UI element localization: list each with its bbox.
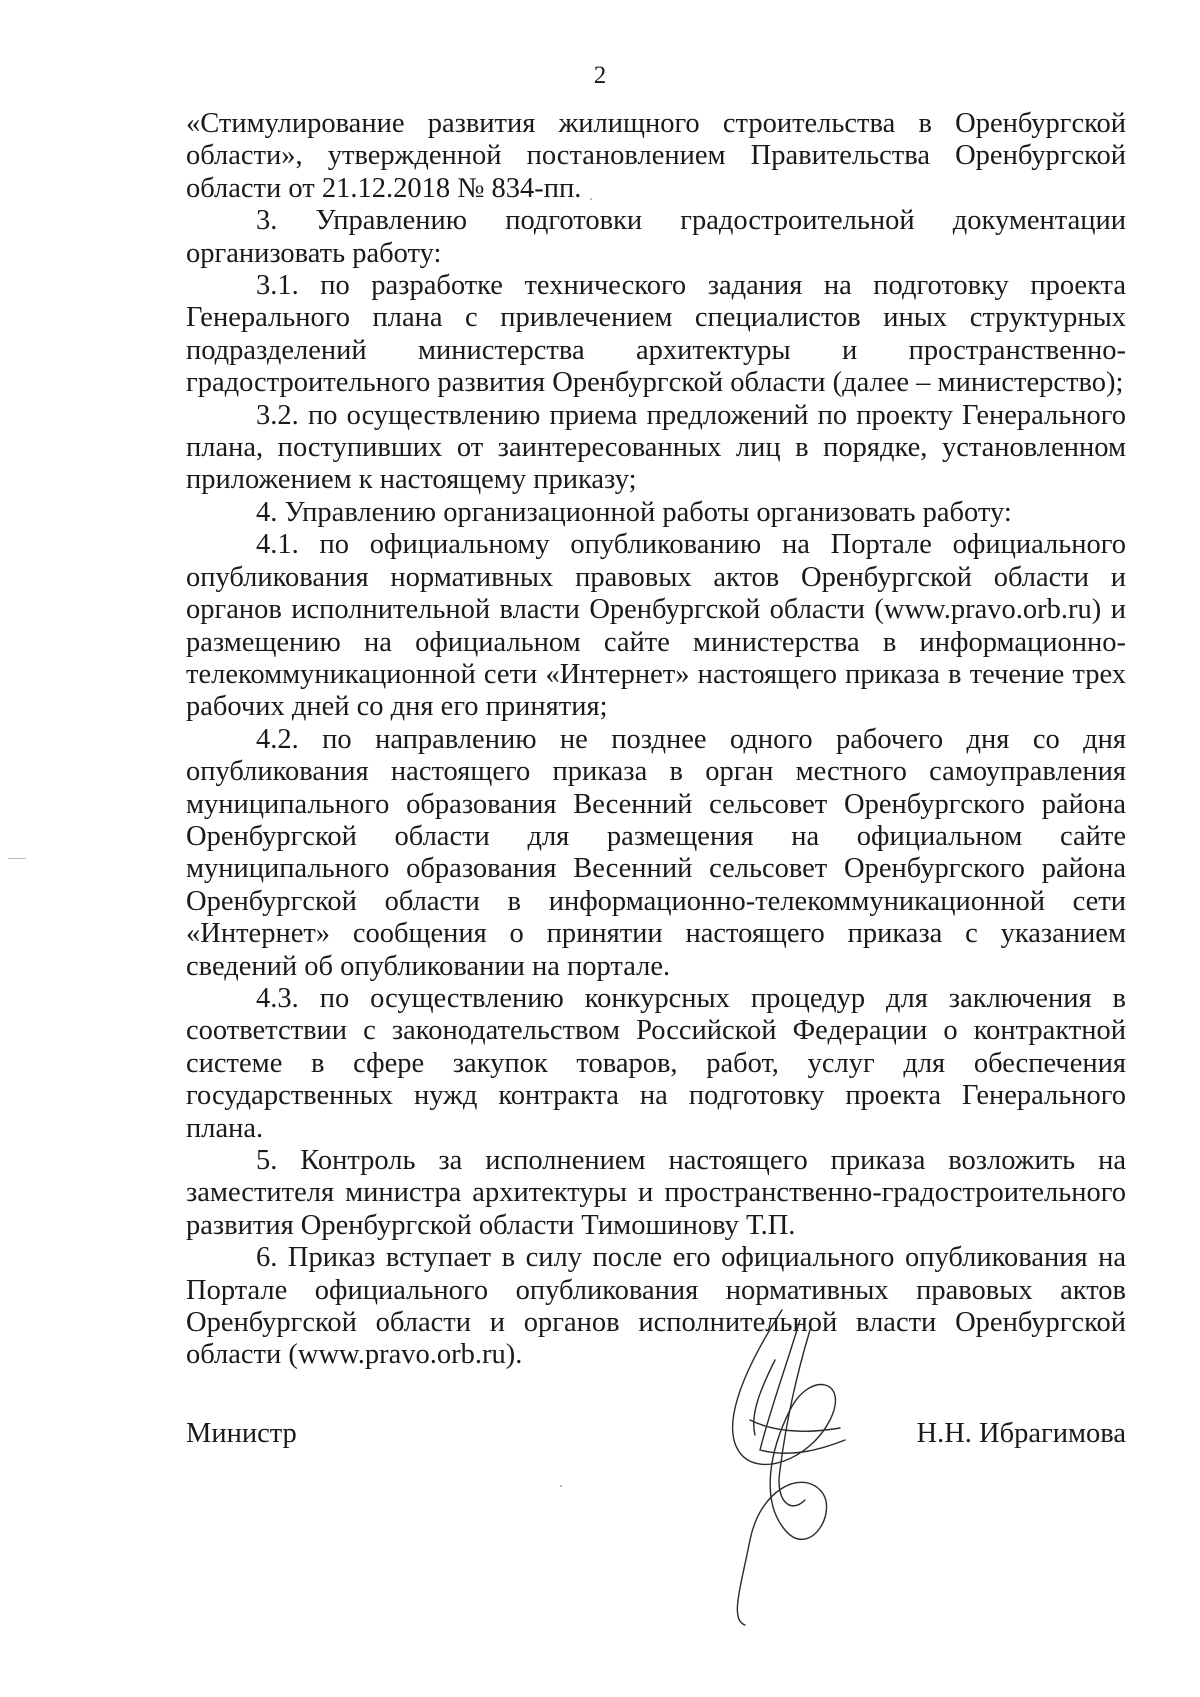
paragraph-8: 4.3. по осуществлению конкурсных процедур для заключения в соответствии с законодательством Российской Федерации о контрактной системе в сфере закупок товаров, работ, услуг для обеспечения государственных нужд контракта на подготовку проекта Генерального плана.	[186, 982, 1126, 1144]
paragraph-9: 5. Контроль за исполнением настоящего приказа возложить на заместителя министра архитектуры и пространственно-градостроительного развития Оренбургской области Тимошинову Т.П.	[186, 1145, 1126, 1241]
paragraph-10: 6. Приказ вступает в силу после его официального опубликования на Портале официального опубликования нормативных правовых актов Оренбургской области и органов исполнительной власти Оренбургской области (www.pravo.orb.ru).	[186, 1242, 1126, 1371]
paragraph-6: 4.1. по официальному опубликованию на Портале официального опубликования нормативных правовых актов Оренбургской области и органов исполнительной власти Оренбургской области (www.pravo.orb.ru) и размещению на официальном сайте министерства в информационно-телекоммуникационной сети «Интернет» настоящего приказа в течение трех рабочих дней со дня его принятия;	[186, 529, 1126, 723]
scan-artifact	[560, 1485, 562, 1487]
document-body	[186, 108, 1126, 1372]
handwritten-signature	[690, 1300, 880, 1630]
paragraph-7: 4.2. по направлению не позднее одного рабочего дня со дня опубликования настоящего приказа в орган местного самоуправления муниципального образования Весенний сельсовет Оренбургского района Оренбургской области для размещения на официальном сайте муниципального образования Весенний сельсовет Оренбургского района Оренбургской области в информационно-телекоммуникационной сети «Интернет» сообщения о принятии настоящего приказа с указанием сведений об опубликовании на портале.	[186, 723, 1126, 982]
paragraph-4: 3.2. по осуществлению приема предложений по проекту Генерального плана, поступивших от заинтересованных лиц в порядке, установленном приложением к настоящему приказу;	[186, 399, 1126, 496]
page-number: 2	[593, 62, 607, 89]
paragraph-2: 3. Управлению подготовки градостроительной документации организовать работу:	[186, 205, 1126, 269]
paragraph-5: 4. Управлению организационной работы организовать работу:	[256, 496, 1012, 528]
scan-artifact	[8, 858, 26, 859]
scan-artifact	[590, 198, 592, 200]
signatory-title: Министр	[186, 1418, 297, 1449]
paragraph-3: 3.1. по разработке технического задания на подготовку проекта Генерального плана с привлечением специалистов иных структурных подразделений министерства архитектуры и пространственно-градостроительного развития Оренбургской области (далее – министерство);	[186, 270, 1126, 399]
paragraph-1: «Стимулирование развития жилищного строительства в Оренбургской области», утвержденной постановлением Правительства Оренбургской области от 21.12.2018 № 834-пп.	[186, 108, 1126, 204]
signatory-name: Н.Н. Ибрагимова	[916, 1418, 1126, 1449]
signature-block	[186, 1418, 1126, 1458]
